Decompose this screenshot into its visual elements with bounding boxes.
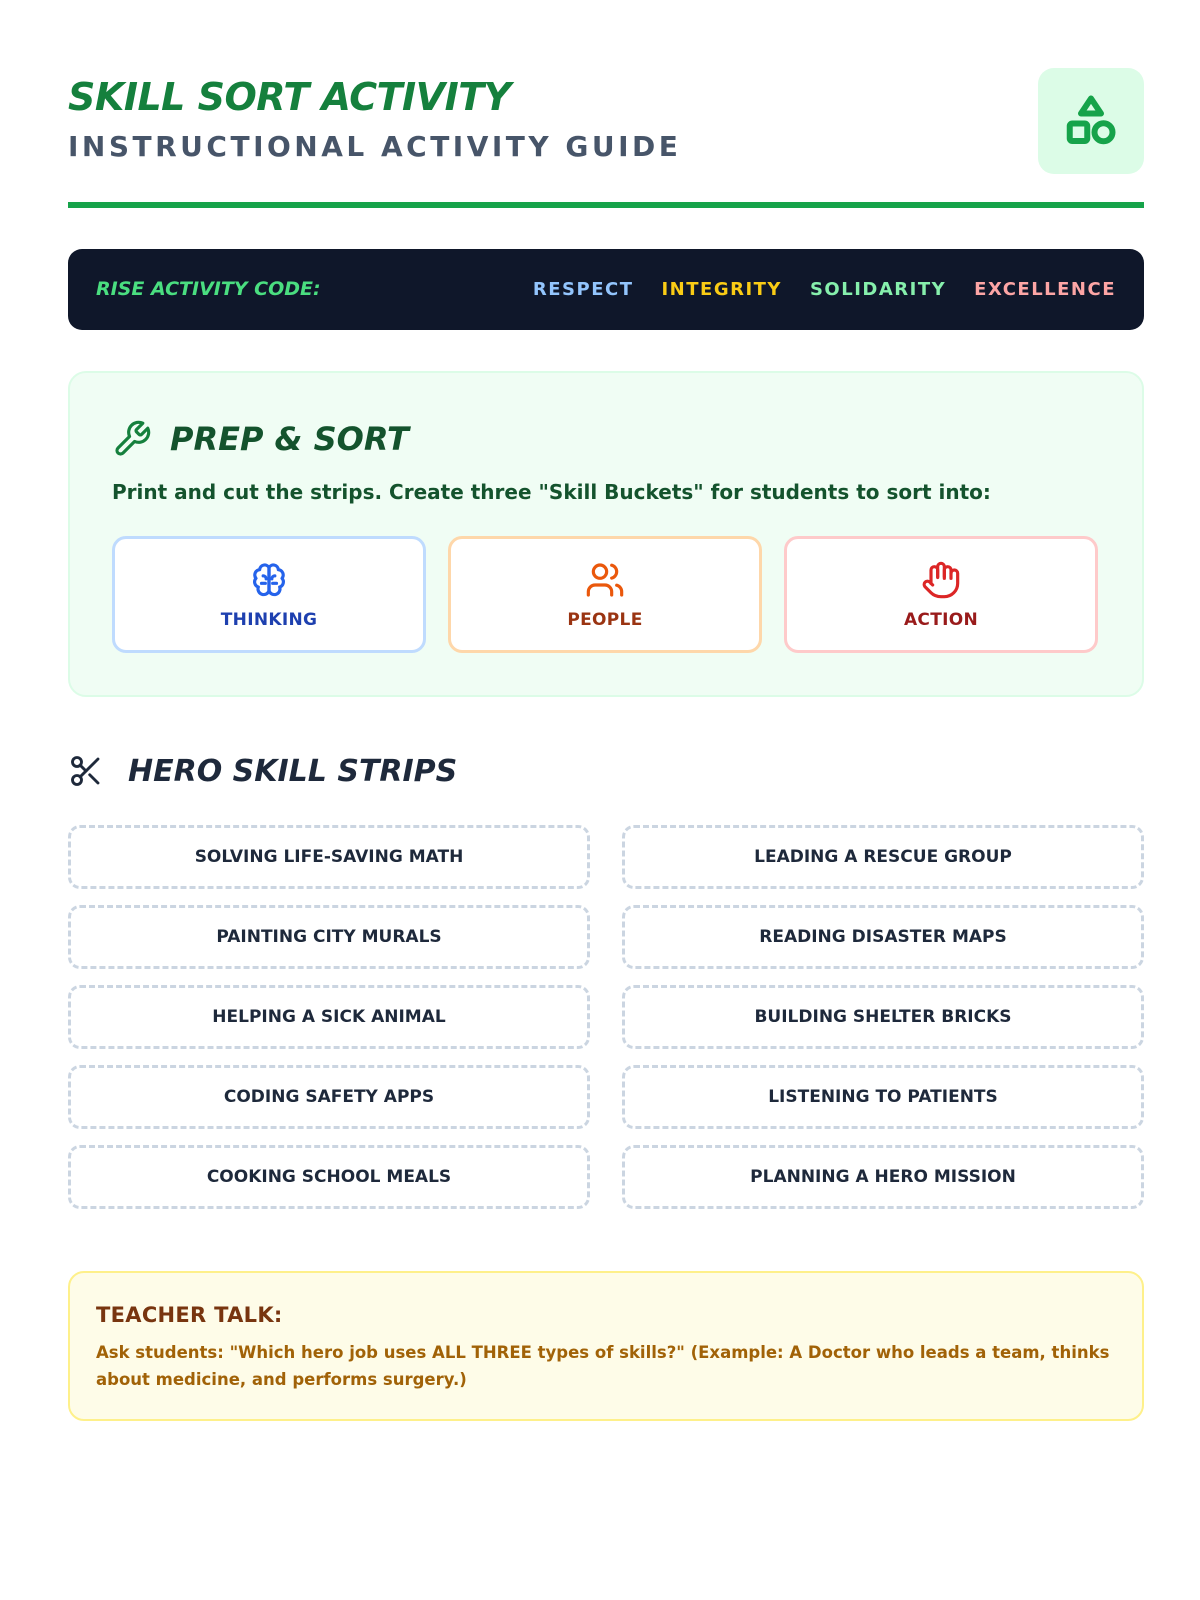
skill-buckets [112,536,1098,653]
rise-label: RISE ACTIVITY CODE: [96,278,321,300]
shapes-icon [1061,91,1121,151]
strips-title: HERO SKILL STRIPS [128,753,458,789]
brain-icon [249,560,289,600]
skill-strips-grid [68,825,1144,1209]
bucket-label-people: PEOPLE [567,609,643,630]
rise-value-integrity: INTEGRITY [661,279,782,300]
teacher-talk-title: TEACHER TALK: [96,1303,283,1327]
skill-strip: PLANNING A HERO MISSION [622,1145,1144,1209]
header [68,0,1144,210]
rise-value-respect: RESPECT [532,279,634,300]
strips-heading [68,753,457,789]
teacher-talk-body: Ask students: "Which hero job uses ALL THREE types of skills?" (Example: A Doctor who leads a team, thinks about medicine, and performs surgery.) [96,1343,1110,1389]
skill-strip: HELPING A SICK ANIMAL [68,985,590,1049]
page-title: SKILL SORT ACTIVITY [68,75,511,119]
bucket-thinking [112,536,426,653]
wrench-icon [112,419,152,459]
bucket-action [784,536,1098,653]
rise-code-bar [68,249,1144,330]
hand-icon [921,560,961,600]
skill-strip: PAINTING CITY MURALS [68,905,590,969]
activity-guide-page [68,0,1144,1389]
bucket-label-action: ACTION [903,609,979,630]
skill-strip: LEADING A RESCUE GROUP [622,825,1144,889]
prep-sort-panel [68,371,1144,697]
skill-strip: COOKING SCHOOL MEALS [68,1145,590,1209]
skill-strip: SOLVING LIFE-SAVING MATH [68,825,590,889]
page-subtitle: INSTRUCTIONAL ACTIVITY GUIDE [68,130,682,163]
prep-heading [112,419,409,459]
bucket-people [448,536,762,653]
skill-strip: READING DISASTER MAPS [622,905,1144,969]
rise-values [533,249,1116,330]
rise-value-solidarity: SOLIDARITY [809,279,947,300]
users-icon [585,560,625,600]
skill-strip: LISTENING TO PATIENTS [622,1065,1144,1129]
teacher-talk-box [68,1271,1144,1421]
bucket-label-thinking: THINKING [220,609,318,630]
scissors-icon [68,753,104,789]
prep-description: Print and cut the strips. Create three "Skill Buckets" for students to sort into: [112,480,991,504]
logo [1038,68,1144,174]
rise-value-excellence: EXCELLENCE [974,279,1116,300]
header-divider [68,202,1144,208]
prep-title: PREP & SORT [170,420,409,458]
skill-strip: CODING SAFETY APPS [68,1065,590,1129]
skill-strip: BUILDING SHELTER BRICKS [622,985,1144,1049]
